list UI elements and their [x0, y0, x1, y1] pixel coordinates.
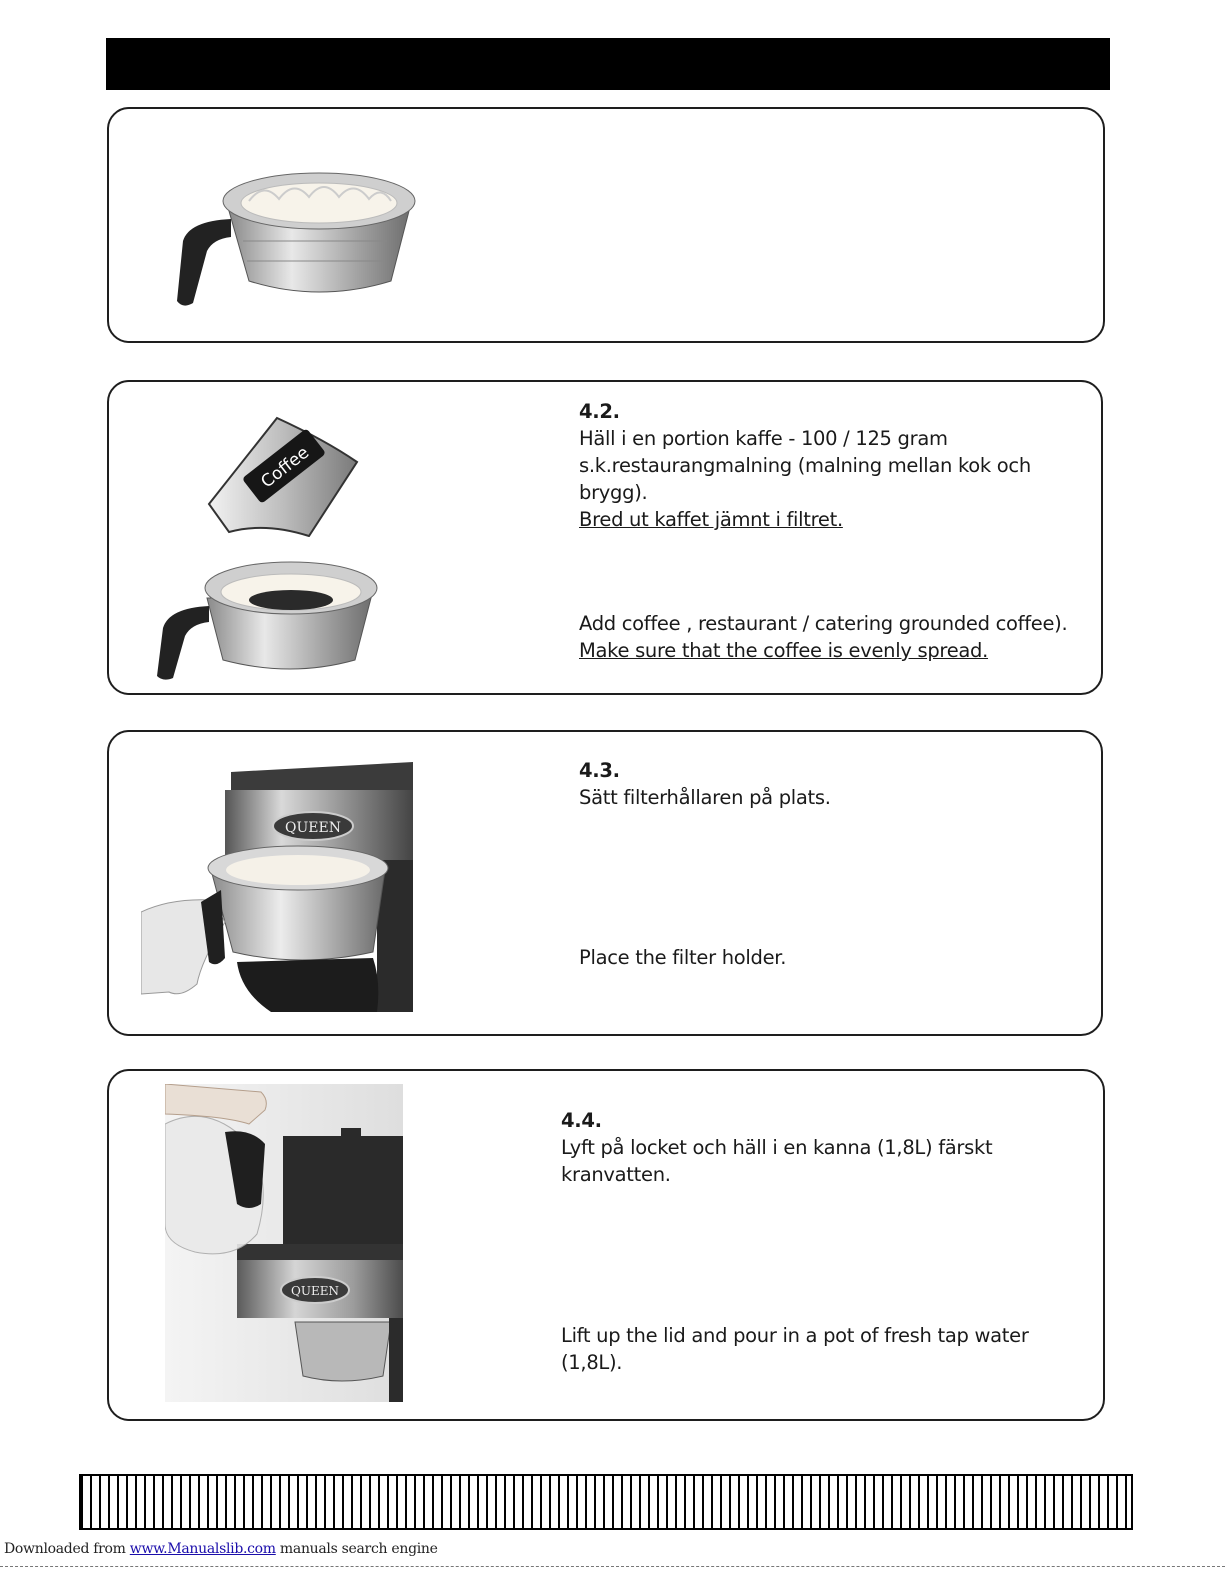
- step-4-2-text: [579, 398, 1089, 533]
- step-4-4-text: [561, 1107, 1081, 1188]
- header-bar: [106, 38, 1110, 90]
- coffee-packet-label: Coffee: [257, 442, 314, 493]
- step-box-4: [107, 1069, 1105, 1421]
- pouring-water-photo: [165, 1084, 403, 1402]
- swedish-line-1: Häll i en portion kaffe - 100 / 125 gram: [579, 427, 948, 450]
- download-prefix: Downloaded from: [4, 1541, 130, 1557]
- step-number: 4.2.: [579, 400, 620, 423]
- brand-label: QUEEN: [291, 1284, 339, 1298]
- coffee-packet-illustration: [205, 412, 365, 537]
- footer-barcode-strip: [79, 1474, 1133, 1530]
- swedish-line: Sätt filterhållaren på plats.: [579, 786, 831, 809]
- step-box-2: [107, 380, 1103, 695]
- swedish-line-2: kranvatten.: [561, 1163, 671, 1186]
- download-suffix: manuals search engine: [275, 1541, 438, 1557]
- step-4-3-text: [579, 757, 1079, 811]
- english-line-1: Lift up the lid and pour in a pot of fresh tap water: [561, 1324, 1029, 1347]
- placing-filter-holder-photo: [141, 762, 413, 1012]
- download-credit: [4, 1541, 438, 1557]
- step-box-1: [107, 107, 1105, 343]
- english-line: Add coffee , restaurant / catering grounded coffee).: [579, 612, 1068, 635]
- swedish-line-1: Lyft på locket och häll i en kanna (1,8L) färskt: [561, 1136, 993, 1159]
- english-underlined-line: Make sure that the coffee is evenly spread.: [579, 639, 989, 662]
- swedish-underlined-line: Bred ut kaffet jämnt i filtret.: [579, 508, 843, 531]
- english-line: Place the filter holder.: [579, 946, 787, 969]
- swedish-line-3: brygg).: [579, 481, 648, 504]
- filter-holder-with-paper-illustration: [169, 151, 419, 311]
- step-number: 4.4.: [561, 1109, 602, 1132]
- footer-dotted-rule: [0, 1566, 1225, 1567]
- english-line-2: (1,8L).: [561, 1351, 623, 1374]
- step-4-2-english: [579, 610, 1099, 664]
- step-4-3-english: [579, 944, 1079, 971]
- swedish-line-2: s.k.restaurangmalning (malning mellan kok och: [579, 454, 1031, 477]
- manualslib-link[interactable]: www.Manualslib.com: [129, 1541, 276, 1557]
- step-4-4-english: [561, 1322, 1081, 1376]
- step-box-3: [107, 730, 1103, 1036]
- filter-holder-with-coffee-illustration: [151, 548, 381, 683]
- step-number: 4.3.: [579, 759, 620, 782]
- brand-label: QUEEN: [285, 820, 341, 836]
